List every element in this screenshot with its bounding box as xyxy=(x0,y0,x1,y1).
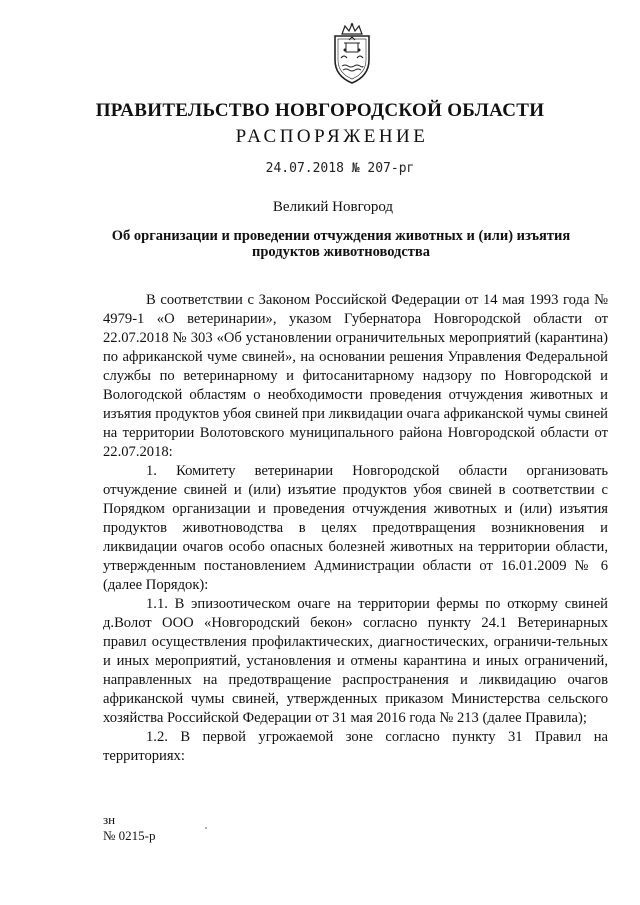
paragraph-item-1: 1. Комитету ветеринарии Новгородской области организовать отчуждение свиней и (или) изъятие продуктов убоя свиней в соответствии с Порядком организации и проведения отчуждения животных и (или) изъятия продуктов животноводства в целях предотвращения возникновения и ликвидации очагов особо опасных болезней животных на территории области, утвержденным постановлением Администрации области от 16.01.2009 № 6 (далее Порядок): xyxy=(103,463,608,593)
footer-initials: зн xyxy=(103,812,116,827)
scan-dot xyxy=(205,827,207,829)
document-body xyxy=(103,291,608,766)
document-type: РАСПОРЯЖЕНИЕ xyxy=(235,126,429,147)
document-number: 24.07.2018 № 207-рг xyxy=(265,161,415,176)
city: Великий Новгород xyxy=(272,199,394,215)
organization-name: ПРАВИТЕЛЬСТВО НОВГОРОДСКОЙ ОБЛАСТИ xyxy=(95,100,545,121)
paragraph-preamble: В соответствии с Законом Российской Федерации от 14 мая 1993 года № 4979-1 «О ветеринарии», указом Губернатора Новгородской области от 22.07.2018 № 303 «Об установлении ограничительных мероприятий (карантина) по африканской чуме свиней», на основании решения Управления Федеральной службы по ветеринарному и фитосанитарному надзору по Новгородской и Вологодской областям о необходимости проведения отчуждения животных и изъятия продуктов убоя свиней при ликвидации очага африканской чумы свиней на территории Волотовского муниципального района Новгородской области от 22.07.2018: xyxy=(103,292,608,460)
footer-code: № 0215-р xyxy=(103,828,156,843)
paragraph-item-1-2: 1.2. В первой угрожаемой зоне согласно пункту 31 Правил на территориях: xyxy=(103,729,608,764)
footer xyxy=(103,812,155,844)
coat-of-arms-icon xyxy=(325,22,379,86)
paragraph-item-1-1: 1.1. В эпизоотическом очаге на территории фермы по откорму свиней д.Волот ООО «Новгородский бекон» согласно пункту 24.1 Ветеринарных правил осуществления профилактических, диагностических, ограничи-тельных и иных мероприятий, установления и отмены карантина и иных ограничений, направленных на предотвращение распространения и ликвидацию очагов африканской чумы свиней, утвержденных приказом Министерства сельского хозяйства Российской Федерации от 31 мая 2016 года № 213 (далее Правила); xyxy=(103,596,608,726)
document-title: Об организации и проведении отчуждения животных и (или) изъятия продуктов животноводства xyxy=(111,228,571,260)
